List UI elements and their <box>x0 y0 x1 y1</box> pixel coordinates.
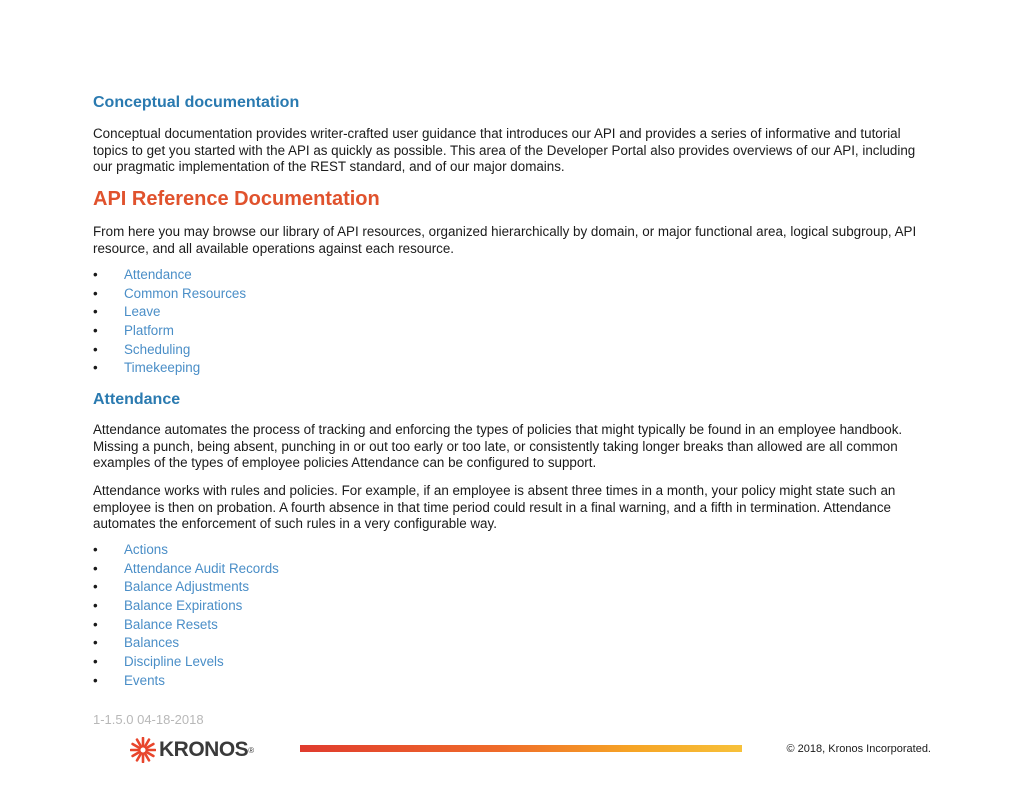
link-platform[interactable]: Platform <box>124 323 174 339</box>
attendance-body-2: Attendance works with rules and policies. For example, if an employee is absent three times in a month, your policy might state such an employee is then on probation. A fourth absence in that time period could result in a final warning, and a fifth in termination. Attendance automates the enforcement of such rules in a very configurable way. <box>93 483 896 531</box>
bullet-icon: • <box>93 304 98 320</box>
link-timekeeping[interactable]: Timekeeping <box>124 360 201 376</box>
kronos-logo-icon <box>130 737 156 763</box>
link-common-resources[interactable]: Common Resources <box>124 285 247 301</box>
kronos-wordmark: KRONOS <box>159 738 249 761</box>
copyright-notice: © 2018, Kronos Incorporated. <box>786 743 931 755</box>
link-attendance-audit-records[interactable]: Attendance Audit Records <box>124 560 279 576</box>
attendance-heading: Attendance <box>93 391 181 408</box>
kronos-logo <box>130 737 254 763</box>
api-reference-body: From here you may browse our library of API resources, organized hierarchically by domain, or major functional area, logical subgroup, API resource, and all available operations against each resource. <box>93 224 917 256</box>
link-leave[interactable]: Leave <box>124 304 161 320</box>
link-balance-expirations[interactable]: Balance Expirations <box>124 598 243 614</box>
version-label: 1-1.5.0 04-18-2018 <box>93 712 204 727</box>
registered-mark: ® <box>248 745 255 755</box>
link-attendance[interactable]: Attendance <box>124 267 192 282</box>
link-actions[interactable]: Actions <box>124 542 168 557</box>
link-discipline-levels[interactable]: Discipline Levels <box>124 654 224 670</box>
link-balance-adjustments[interactable]: Balance Adjustments <box>124 579 250 595</box>
bullet-icon: • <box>93 267 98 282</box>
bullet-icon: • <box>93 672 98 688</box>
footer-gradient-bar <box>300 745 742 752</box>
link-balance-resets[interactable]: Balance Resets <box>124 616 218 632</box>
bullet-icon: • <box>93 341 98 357</box>
bullet-icon: • <box>93 560 98 576</box>
bullet-icon: • <box>93 654 98 670</box>
bullet-icon: • <box>93 616 98 632</box>
bullet-icon: • <box>93 598 98 614</box>
bullet-icon: • <box>93 360 98 376</box>
bullet-icon: • <box>93 323 98 339</box>
attendance-body-1: Attendance automates the process of tracking and enforcing the types of policies that might typically be found in an employee handbook. Missing a punch, being absent, punching in or out too early or too late, or consistently taking longer breaks than allowed are all common examples of the types of employee policies Attendance can be configured to support. <box>93 422 903 470</box>
link-scheduling[interactable]: Scheduling <box>124 341 191 357</box>
conceptual-heading: Conceptual documentation <box>93 94 300 111</box>
bullet-icon: • <box>93 635 98 651</box>
bullet-icon: • <box>93 542 98 557</box>
conceptual-body: Conceptual documentation provides writer-crafted user guidance that introduces our API and provides a series of informative and tutorial topics to get you started with the API as quickly as possible. This area of the Developer Portal also provides overviews of our API, including our pragmatic implementation of the REST standard, and of our major domains. <box>93 126 916 174</box>
bullet-icon: • <box>93 579 98 595</box>
link-events[interactable]: Events <box>124 672 165 688</box>
api-reference-heading: API Reference Documentation <box>93 188 380 210</box>
link-balances[interactable]: Balances <box>124 635 180 651</box>
bullet-icon: • <box>93 285 98 301</box>
